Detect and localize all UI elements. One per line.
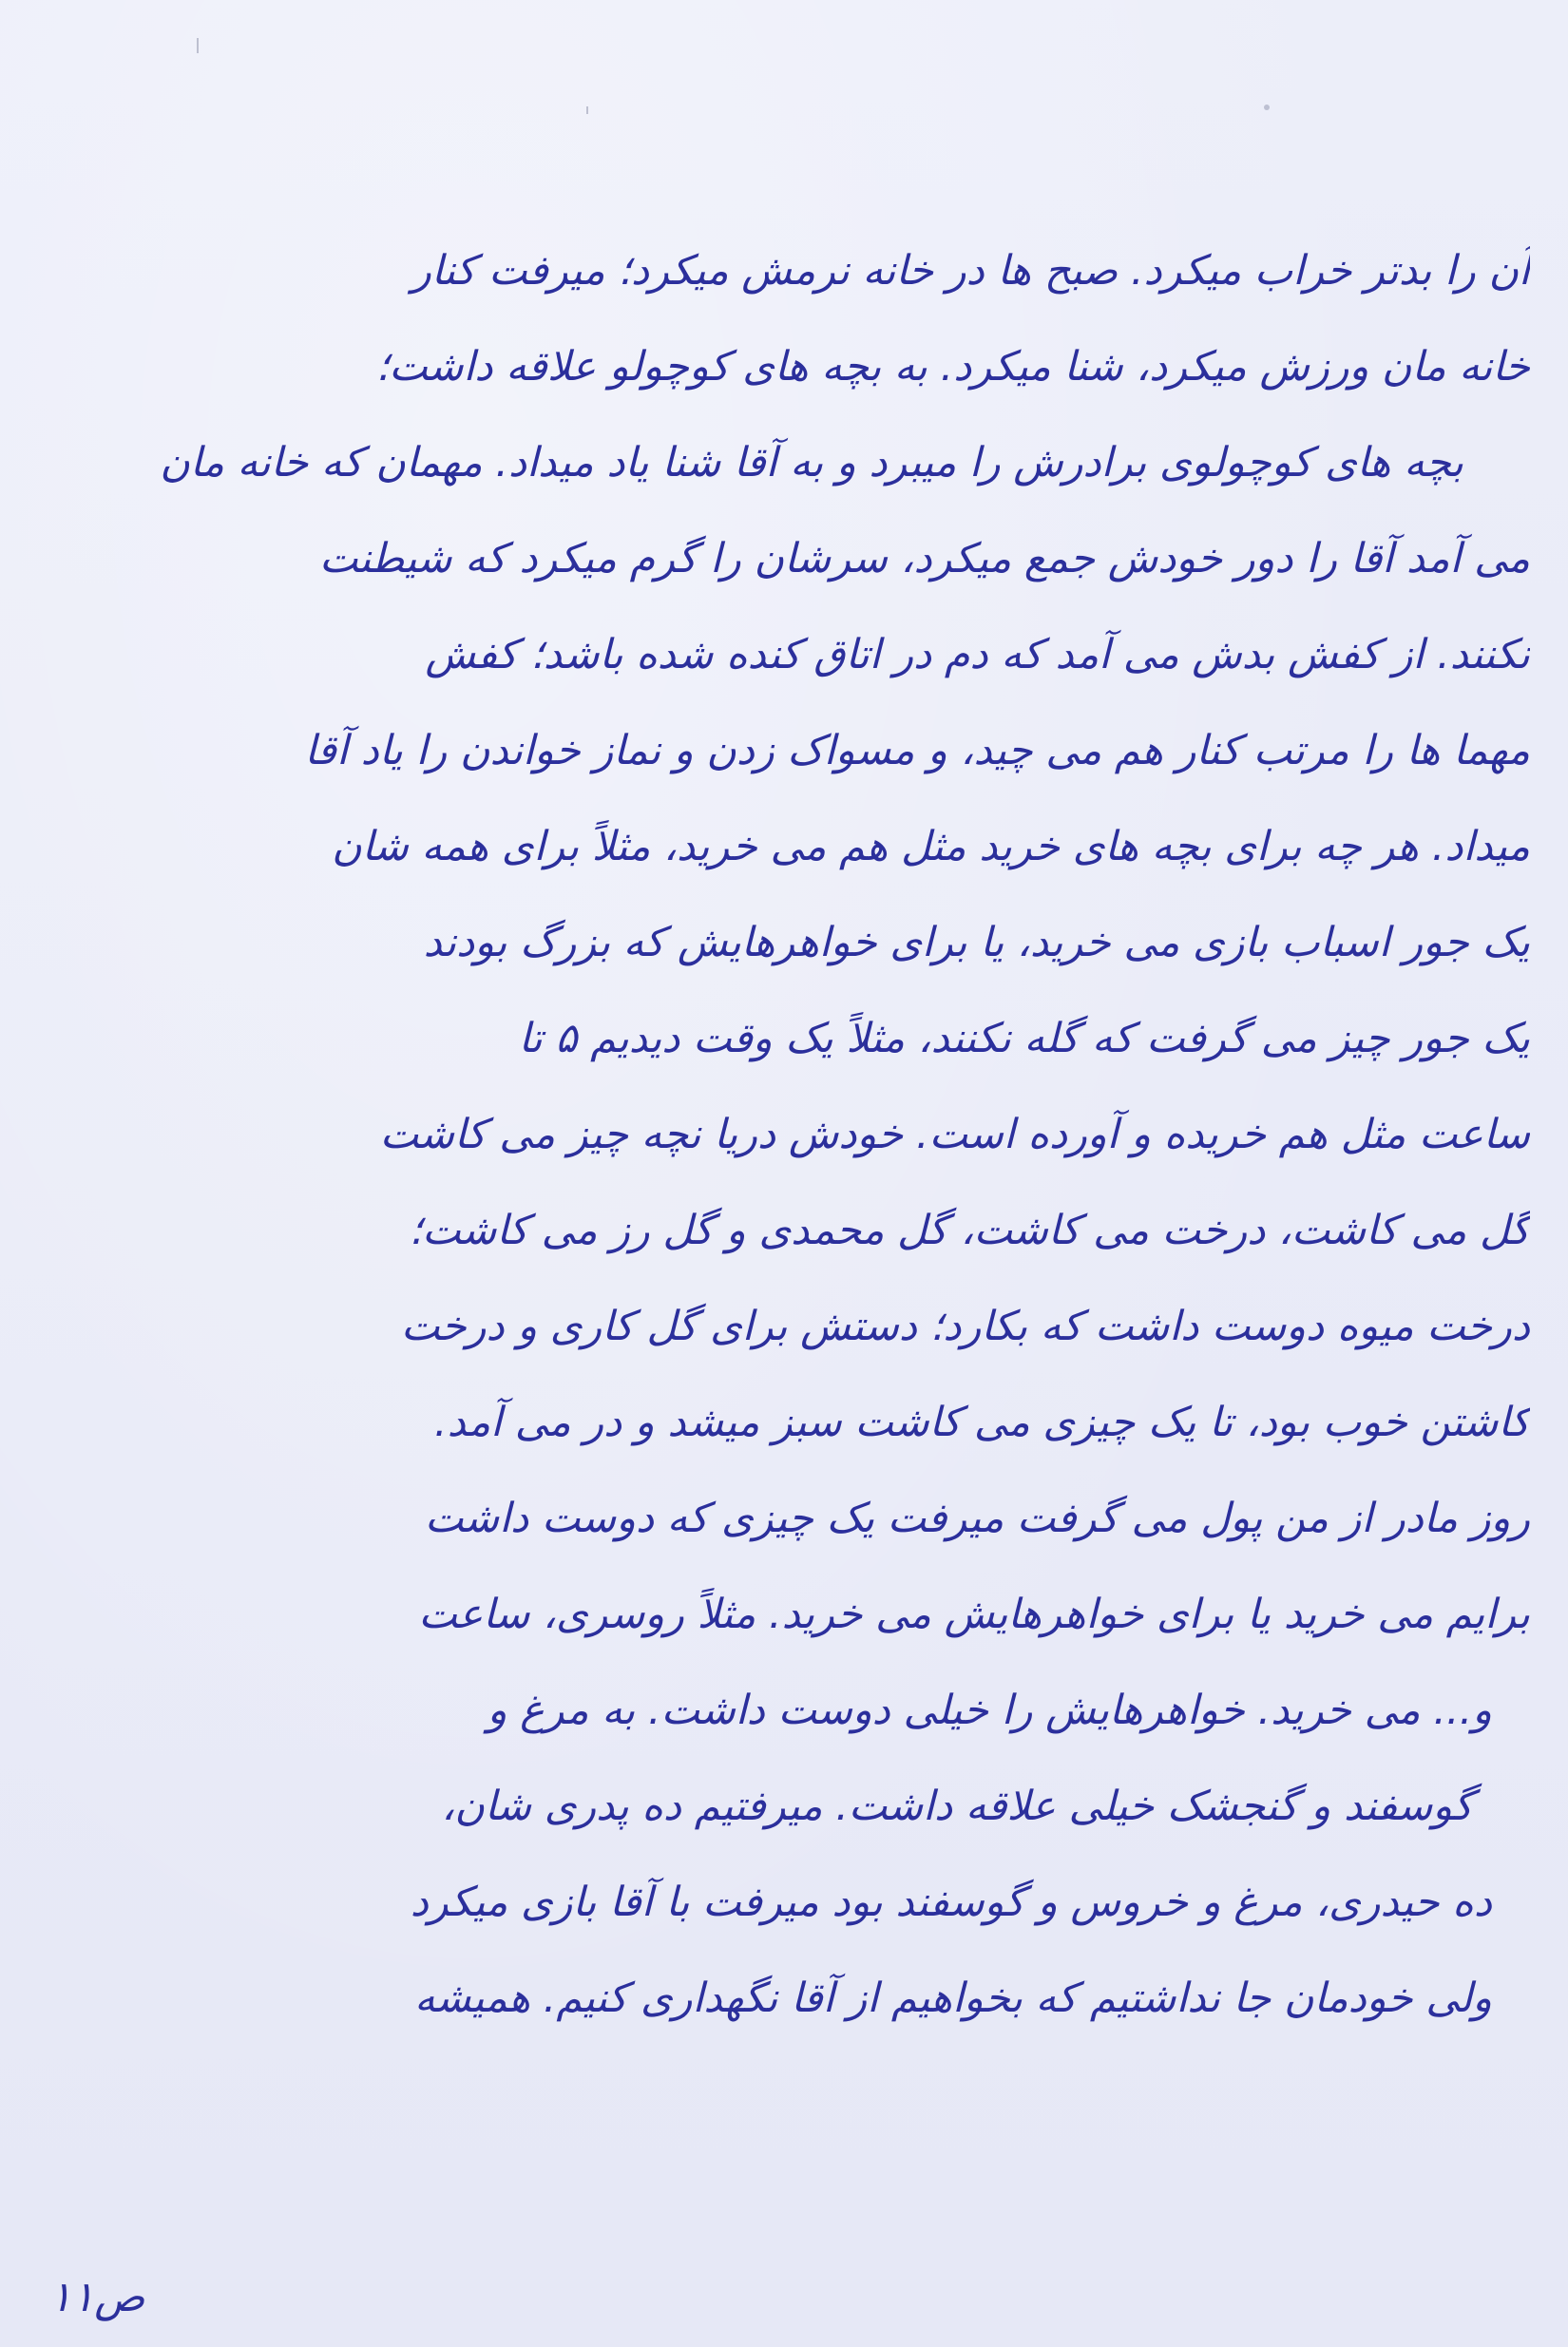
handwritten-line: مهما ها را مرتب کنار هم می چید، و مسواک زدن و نماز خواندن را یاد آقا: [304, 727, 1530, 774]
handwritten-line: ولی خودمان جا نداشتیم که بخواهیم از آقا نگهداری کنیم. همیشه: [414, 1975, 1492, 2022]
handwritten-line: یک جور چیز می گرفت که گله نکنند، مثلاً یک وقت دیدیم ۵ تا: [518, 1015, 1530, 1062]
handwritten-line: بچه های کوچولوی برادرش را میبرد و به آقا شنا یاد میداد. مهمان که خانه مان: [160, 439, 1463, 487]
paper-mark: [586, 106, 588, 114]
handwritten-line: نکنند. از کفش بدش می آمد که دم در اتاق کنده شده باشد؛ کفش: [425, 631, 1530, 678]
paper-mark: [197, 38, 199, 53]
handwritten-line: ده حیدری، مرغ و خروس و گوسفند بود میرفت با آقا بازی میکرد: [410, 1879, 1492, 1926]
handwritten-line: خانه مان ورزش میکرد، شنا میکرد. به بچه های کوچولو علاقه داشت؛: [375, 343, 1530, 391]
handwritten-line: میداد. هر چه برای بچه های خرید مثل هم می خرید، مثلاً برای همه شان: [332, 823, 1530, 870]
handwritten-line: ساعت مثل هم خریده و آورده است. خودش دریا نچه چیز می کاشت: [379, 1111, 1530, 1158]
handwritten-line: گوسفند و گنجشک خیلی علاقه داشت. میرفتیم ده پدری شان،: [441, 1783, 1473, 1830]
handwritten-text-block: [38, 223, 1530, 2047]
handwritten-line: گل می کاشت، درخت می کاشت، گل محمدی و گل رز می کاشت؛: [409, 1207, 1530, 1254]
handwritten-line: برایم می خرید یا برای خواهرهایش می خرید. مثلاً روسری، ساعت: [418, 1591, 1530, 1638]
handwritten-line: کاشتن خوب بود، تا یک چیزی می کاشت سبز میشد و در می آمد.: [433, 1399, 1530, 1446]
page-number: ص۱۱: [49, 2273, 145, 2321]
paper-speck: [1264, 105, 1270, 110]
handwritten-line: آن را بدتر خراب میکرد. صبح ها در خانه نرمش میکرد؛ میرفت کنار: [411, 247, 1530, 295]
handwritten-line: درخت میوه دوست داشت که بکارد؛ دستش برای گل کاری و درخت: [400, 1303, 1530, 1350]
handwritten-line: می آمد آقا را دور خودش جمع میکرد، سرشان را گرم میکرد که شیطنت: [318, 535, 1530, 582]
handwritten-line: روز مادر از من پول می گرفت میرفت یک چیزی که دوست داشت: [424, 1495, 1530, 1542]
handwritten-line: یک جور اسباب بازی می خرید، یا برای خواهرهایش که بزرگ بودند: [423, 919, 1530, 966]
handwritten-line: و... می خرید. خواهرهایش را خیلی دوست داشت. به مرغ و: [487, 1687, 1492, 1734]
